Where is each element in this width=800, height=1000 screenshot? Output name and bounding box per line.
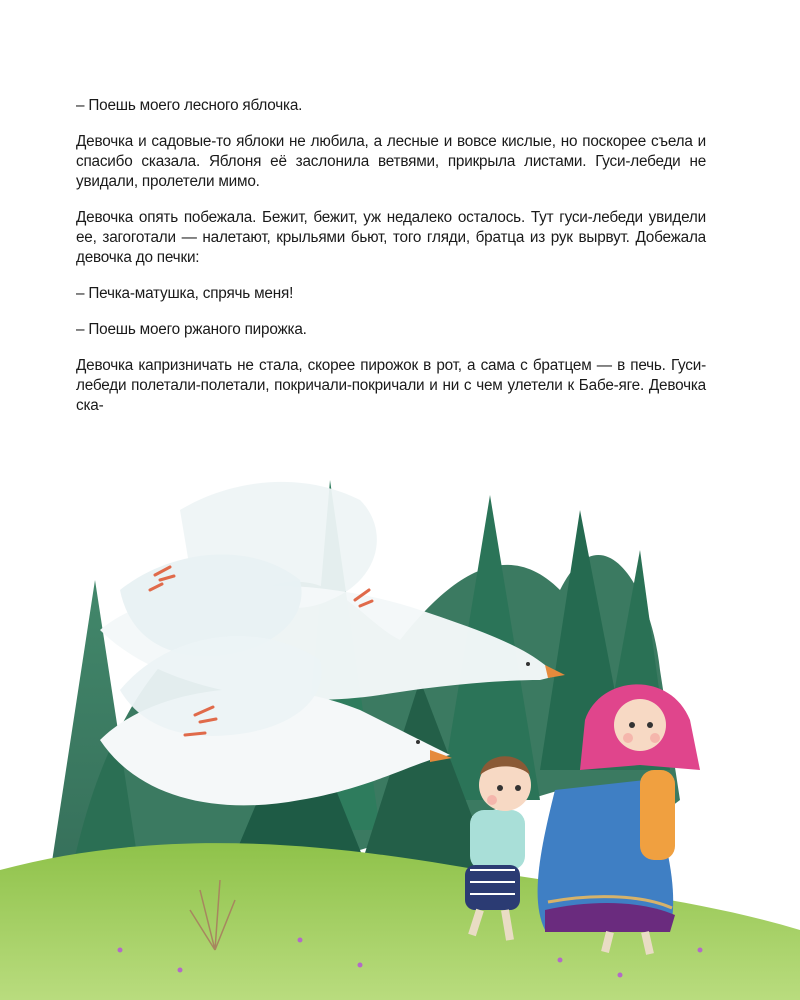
goose-eye-bottom — [416, 740, 420, 744]
paragraph-6: Девочка капризничать не стала, скорее пирожок в рот, а сама с братцем — в печь. Гуси-лебеди полетали-полетали, покричали-покричали и ни с чем улетели к Бабе-яге. Девочка ска- — [76, 357, 706, 414]
paragraph-4: – Печка-матушка, спрячь меня! — [76, 285, 294, 302]
story-text — [76, 96, 706, 432]
meadow — [0, 843, 800, 1000]
paragraph-3: Девочка опять побежала. Бежит, бежит, уж недалеко осталось. Тут гуси-лебеди увидели ее, загоготали — налетают, крыльями бьют, того гляди, братца из рук вырвут. Добежала девочка до печки: — [76, 209, 706, 266]
paragraph-1: – Поешь моего лесного яблочка. — [76, 97, 303, 114]
illustration — [0, 470, 800, 1000]
paragraph-5: – Поешь моего ржаного пирожка. — [76, 321, 307, 338]
goose-eye-top — [526, 662, 530, 666]
paragraph-2: Девочка и садовые-то яблоки не любила, а лесные и вовсе кислые, но поскорее съела и спасибо сказала. Яблоня её заслонила ветвями, прикрыла листами. Гуси-лебеди не увидали, пролетели мимо. — [76, 133, 706, 190]
